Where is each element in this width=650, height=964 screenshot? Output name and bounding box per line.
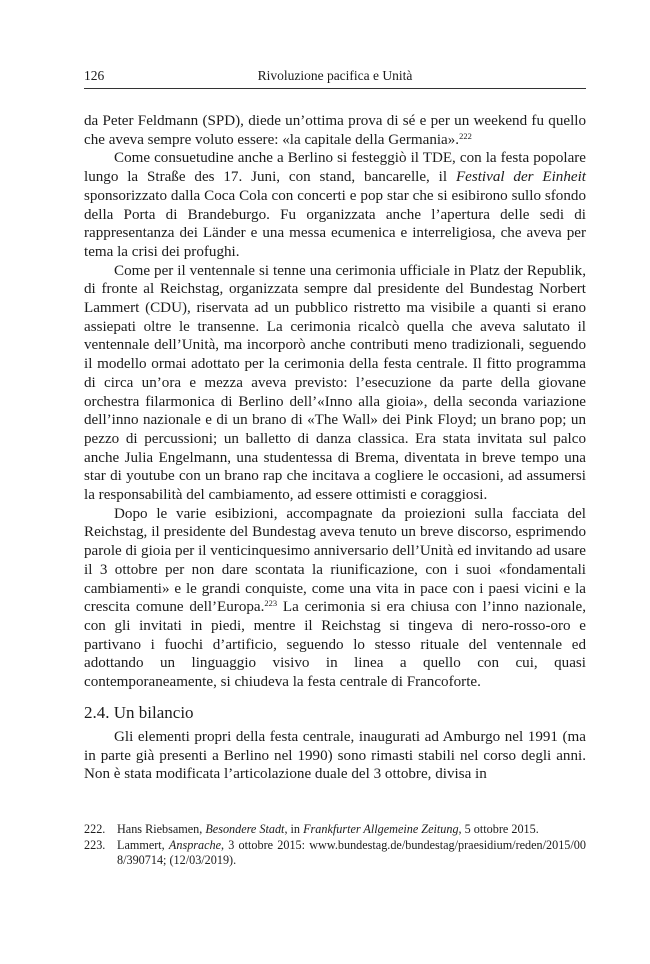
footnote-author: Hans Riebsamen, xyxy=(117,822,206,836)
paragraph-2-text-b: sponsorizzato dalla Coca Cola con concerti e pop star che si esibirono sullo sfondo della Porta di Brandeburgo. Fu organizzata anche l’apertura delle sedi di rappresentanza dei Länder e una messa ecumenica e interreligiosa, che aveva per tema la crisi dei profughi. xyxy=(84,187,586,260)
paragraph-4-text-a: Dopo le varie esibizioni, accompagnate da proiezioni sulla facciata del Reichstag, il presidente del Bundestag aveva tenuto un breve discorso, esprimendo parole di gioia per il venticinquesimo anniversario dell’Unità ed invitando ad usare il 3 ottobre per non dare scontata la riunificazione, con i suoi «fondamentali cambiamenti» e le grandi conquiste, come una vita in pace con i paesi vicini e la crescita comune dell’Europa. xyxy=(84,505,586,616)
main-text xyxy=(84,112,586,692)
footnote-223 xyxy=(84,838,586,869)
footnote-date: , 5 ottobre 2015. xyxy=(458,822,539,836)
header-rule xyxy=(84,88,586,89)
footnote-author: Lammert, xyxy=(117,837,169,852)
section-text xyxy=(84,728,586,784)
paragraph-1 xyxy=(84,112,586,149)
paragraph-1-text: da Peter Feldmann (SPD), diede un’ottima prova di sé e per un weekend fu quello che aveva sempre voluto essere: «la capitale della Germania». xyxy=(84,113,586,148)
paragraph-4-text-b: La cerimonia si era chiusa con l’inno nazionale, con gli invitati in piedi, mentre il Reichstag si tingeva di nero-rosso-oro e partivano i fuochi d’artificio, seguendo lo stesso rituale del ventennale ed adottando un linguaggio visivo in linea a quello con cui, quasi contemporaneamente, si chiudeva la festa centrale di Francoforte. xyxy=(84,599,586,691)
footnote-speech-title: Ansprache xyxy=(168,837,222,852)
section-paragraph-1: Gli elementi propri della festa centrale, inaugurati ad Amburgo nel 1991 (ma in parte già presenti a Berlino nel 1990) sono rimasti stabili nel corso degli anni. Non è stata modificata l’articolazione duale del 3 ottobre, divisa in xyxy=(84,729,586,783)
paragraph-2-text-a: Come consuetudine anche a Berlino si festeggiò il TDE, con la festa popolare lungo la Straße des 17. Juni, con stand, bancarelle, il xyxy=(84,150,586,186)
section-heading: 2.4. Un bilancio xyxy=(84,703,194,722)
footnotes xyxy=(84,822,586,869)
footnote-url-link[interactable]: www.bundestag.de/bundestag/praesidium/reden/2015/008/390714 xyxy=(117,837,586,868)
footnote-article-title: Besondere Stadt xyxy=(205,822,285,836)
page-number: 126 xyxy=(84,68,105,83)
footnote-ref-223: 223 xyxy=(264,598,278,609)
footnote-222 xyxy=(84,822,586,838)
footnote-access-date: ; (12/03/2019). xyxy=(163,853,237,868)
footnote-newspaper: Frankfurter Allgemeine Zeitung xyxy=(303,822,459,836)
footnote-number: 222. xyxy=(84,822,106,836)
festival-der-einheit: Festival der Einheit xyxy=(455,169,586,186)
footnote-date: , 3 ottobre 2015: xyxy=(221,837,310,852)
running-header xyxy=(84,66,586,86)
running-title: Rivoluzione pacifica e Unità xyxy=(257,68,413,83)
paragraph-2 xyxy=(84,149,586,261)
footnote-connector: , in xyxy=(284,822,304,836)
paragraph-4 xyxy=(84,505,586,692)
footnote-ref-222: 222 xyxy=(459,130,472,141)
footnote-number: 223. xyxy=(84,837,106,852)
paragraph-3: Come per il ventennale si tenne una cerimonia ufficiale in Platz der Republik, di fronte al Reichstag, organizzata sempre dal presidente del Bundestag Norbert Lammert (CDU), riservata ad un pubblico ristretto ma visibile a quanti si erano assiepati oltre le transenne. La cerimonia ricalcò quella che aveva salutato il ventennale dell’Unità, ma incorporò anche contributi meno tradizionali, seguendo il modello ormai adottato per la cerimonia della festa centrale. Il fitto programma di circa un’ora e mezza aveva previsto: l’esecuzione da parte della giovane orchestra filarmonica di Berlino dell’«Inno alla gioia», della seconda variazione dell’inno nazionale e di un brano di «The Wall» dei Pink Floyd; un brano pop; un pezzo di percussioni; un balletto di danza classica. Era stata invitata sul palco anche Julia Engelmann, una studentessa di Brema, diventata in breve tempo una star di youtube con un brano rap che incitava a cogliere le occasioni, ad assumersi la responsabilità del cambiamento, ad essere ottimisti e coraggiosi. xyxy=(84,262,586,504)
